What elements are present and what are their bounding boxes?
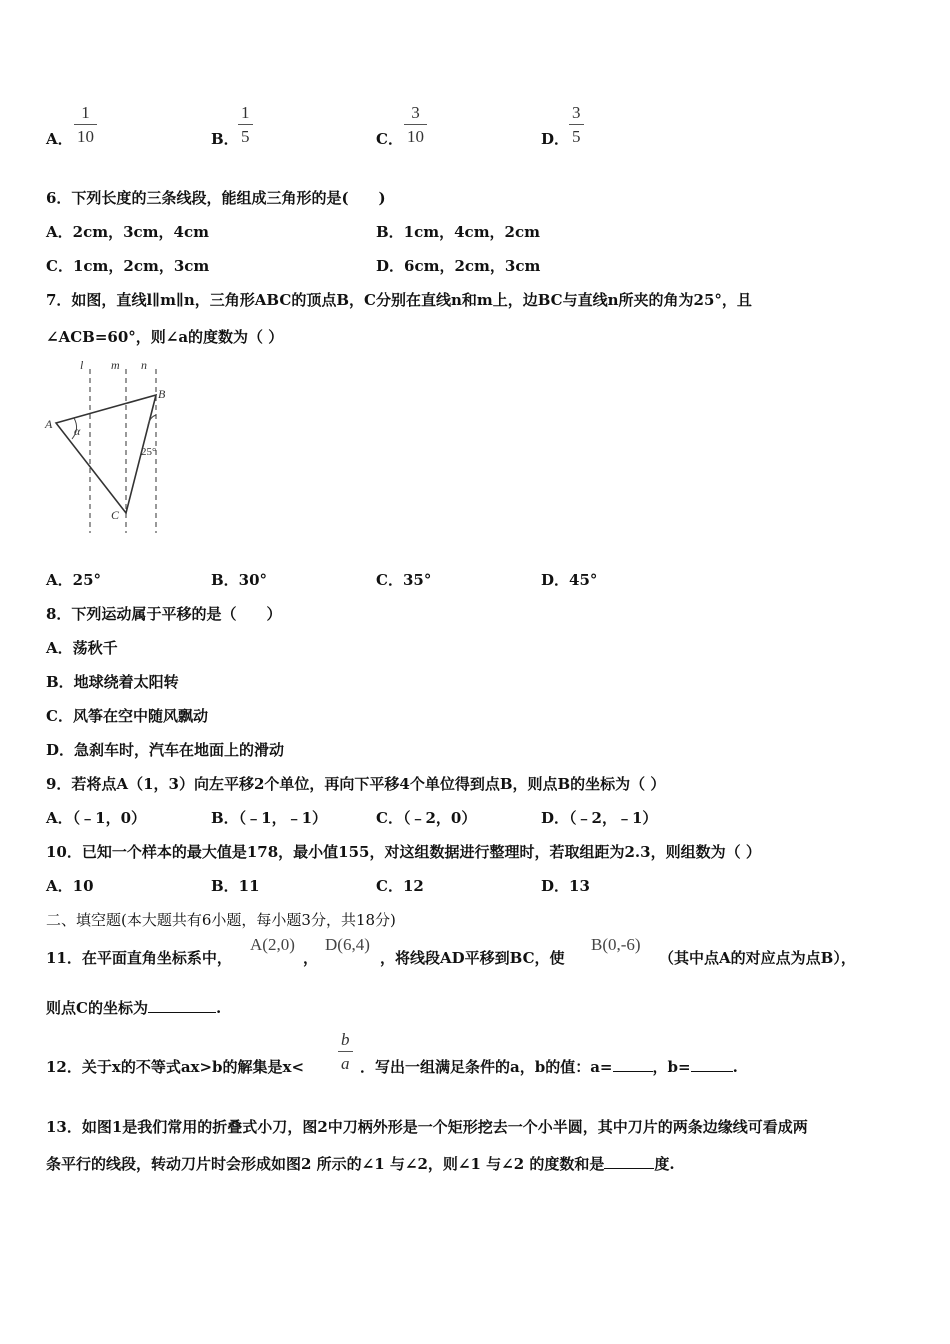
q11-comma: ， — [303, 949, 319, 967]
q12-blank-a[interactable] — [613, 1059, 653, 1072]
label-m: m — [111, 358, 120, 372]
q10-option-d: D．13 — [541, 877, 590, 895]
q11-point-b: B(0,-6) — [591, 935, 641, 954]
q8-stem: 8．下列运动属于平移的是（ ） — [46, 605, 282, 623]
q8-option-c: C．风筝在空中随风飘动 — [46, 707, 208, 725]
q9-option-b: B．（﹣1，﹣1） — [211, 809, 328, 827]
q11-line2: 则点C的坐标为 . — [46, 999, 222, 1017]
q13-line2: 条平行的线段，转动刀片时会形成如图2 所示的∠1 与∠2，则∠1 与∠2 的度数和是 度. — [46, 1155, 675, 1173]
q7-option-d: D．45° — [541, 571, 598, 589]
q12-blank-b[interactable] — [691, 1059, 733, 1072]
q10-stem: 10．已知一个样本的最大值是178，最小值155，对这组数据进行整理时，若取组距为2.3，则组数为（ ） — [46, 843, 761, 861]
q7-stem-line1: 7．如图，直线l∥m∥n，三角形ABC的顶点B，C分别在直线n和m上，边BC与直线n所夹的角为25°，且 — [46, 291, 752, 309]
q12-text-part1: 12．关于x的不等式ax>b的解集是x< — [46, 1058, 305, 1076]
q11-point-d: D(6,4) — [325, 935, 370, 954]
q8-option-b: B．地球绕着太阳转 — [46, 673, 179, 691]
q11-answer-blank[interactable] — [148, 1000, 216, 1013]
q9-stem: 9．若将点A（1，3）向左平移2个单位，再向下平移4个单位得到点B，则点B的坐标为（ ） — [46, 775, 666, 793]
q6-option-b: B．1cm，4cm，2cm — [376, 223, 541, 241]
q7-stem-line2: ∠ACB=60°，则∠a的度数为（ ） — [46, 328, 284, 346]
q6-option-c: C．1cm，2cm，3cm — [46, 257, 210, 275]
q11-text-part2: ，将线段AD平移到BC，使 — [380, 949, 565, 967]
label-alpha: α — [74, 424, 81, 438]
label-25-degree: 25° — [141, 446, 157, 458]
q9-option-c: C．（﹣2，0） — [376, 809, 477, 827]
label-n: n — [141, 358, 147, 372]
label-c: C — [111, 508, 120, 522]
q11-point-a: A(2,0) — [250, 935, 295, 954]
label-b: B — [158, 387, 166, 401]
q5-option-c-fraction: 3 10 — [404, 104, 427, 145]
q12-fraction: b a — [338, 1031, 353, 1072]
q7-figure — [40, 355, 180, 540]
q8-option-a: A．荡秋千 — [46, 639, 118, 657]
q13-line1: 13．如图1是我们常用的折叠式小刀，图2中刀柄外形是一个矩形挖去一个小半圆，其中刀片的两条边缘线可看成两 — [46, 1118, 808, 1136]
q5-option-a-fraction: 1 10 — [74, 104, 97, 145]
label-l: l — [80, 358, 84, 372]
q6-stem: 6．下列长度的三条线段，能组成三角形的是( ) — [46, 189, 386, 207]
q8-option-d: D．急刹车时，汽车在地面上的滑动 — [46, 741, 285, 759]
q10-option-a: A．10 — [46, 877, 94, 895]
q10-option-c: C．12 — [376, 877, 424, 895]
q5-option-a-label: A． — [46, 130, 73, 148]
q5-option-c-label: C． — [376, 130, 403, 148]
q7-option-a: A．25° — [46, 571, 102, 589]
q6-option-a: A．2cm，3cm，4cm — [46, 223, 209, 241]
q12-text-part2: ．写出一组满足条件的a，b的值：a= ，b= . — [360, 1058, 738, 1076]
q11-text-part1: 11．在平面直角坐标系中， — [46, 949, 232, 967]
section-2-heading: 二、填空题(本大题共有6小题，每小题3分，共18分) — [46, 911, 396, 929]
q9-option-d: D．（﹣2，﹣1） — [541, 809, 658, 827]
q7-option-b: B．30° — [211, 571, 268, 589]
q13-answer-blank[interactable] — [604, 1156, 654, 1169]
q6-option-d: D．6cm，2cm，3cm — [376, 257, 541, 275]
q5-option-d-label: D． — [541, 130, 570, 148]
q5-option-b-fraction: 1 5 — [238, 104, 253, 145]
q10-option-b: B．11 — [211, 877, 260, 895]
q5-option-d-fraction: 3 5 — [569, 104, 584, 145]
q11-text-part3: （其中点A的对应点为点B）， — [659, 949, 856, 967]
q5-option-b-label: B． — [211, 130, 239, 148]
q9-option-a: A．（﹣1，0） — [46, 809, 147, 827]
label-a: A — [45, 417, 53, 431]
q7-option-c: C．35° — [376, 571, 432, 589]
